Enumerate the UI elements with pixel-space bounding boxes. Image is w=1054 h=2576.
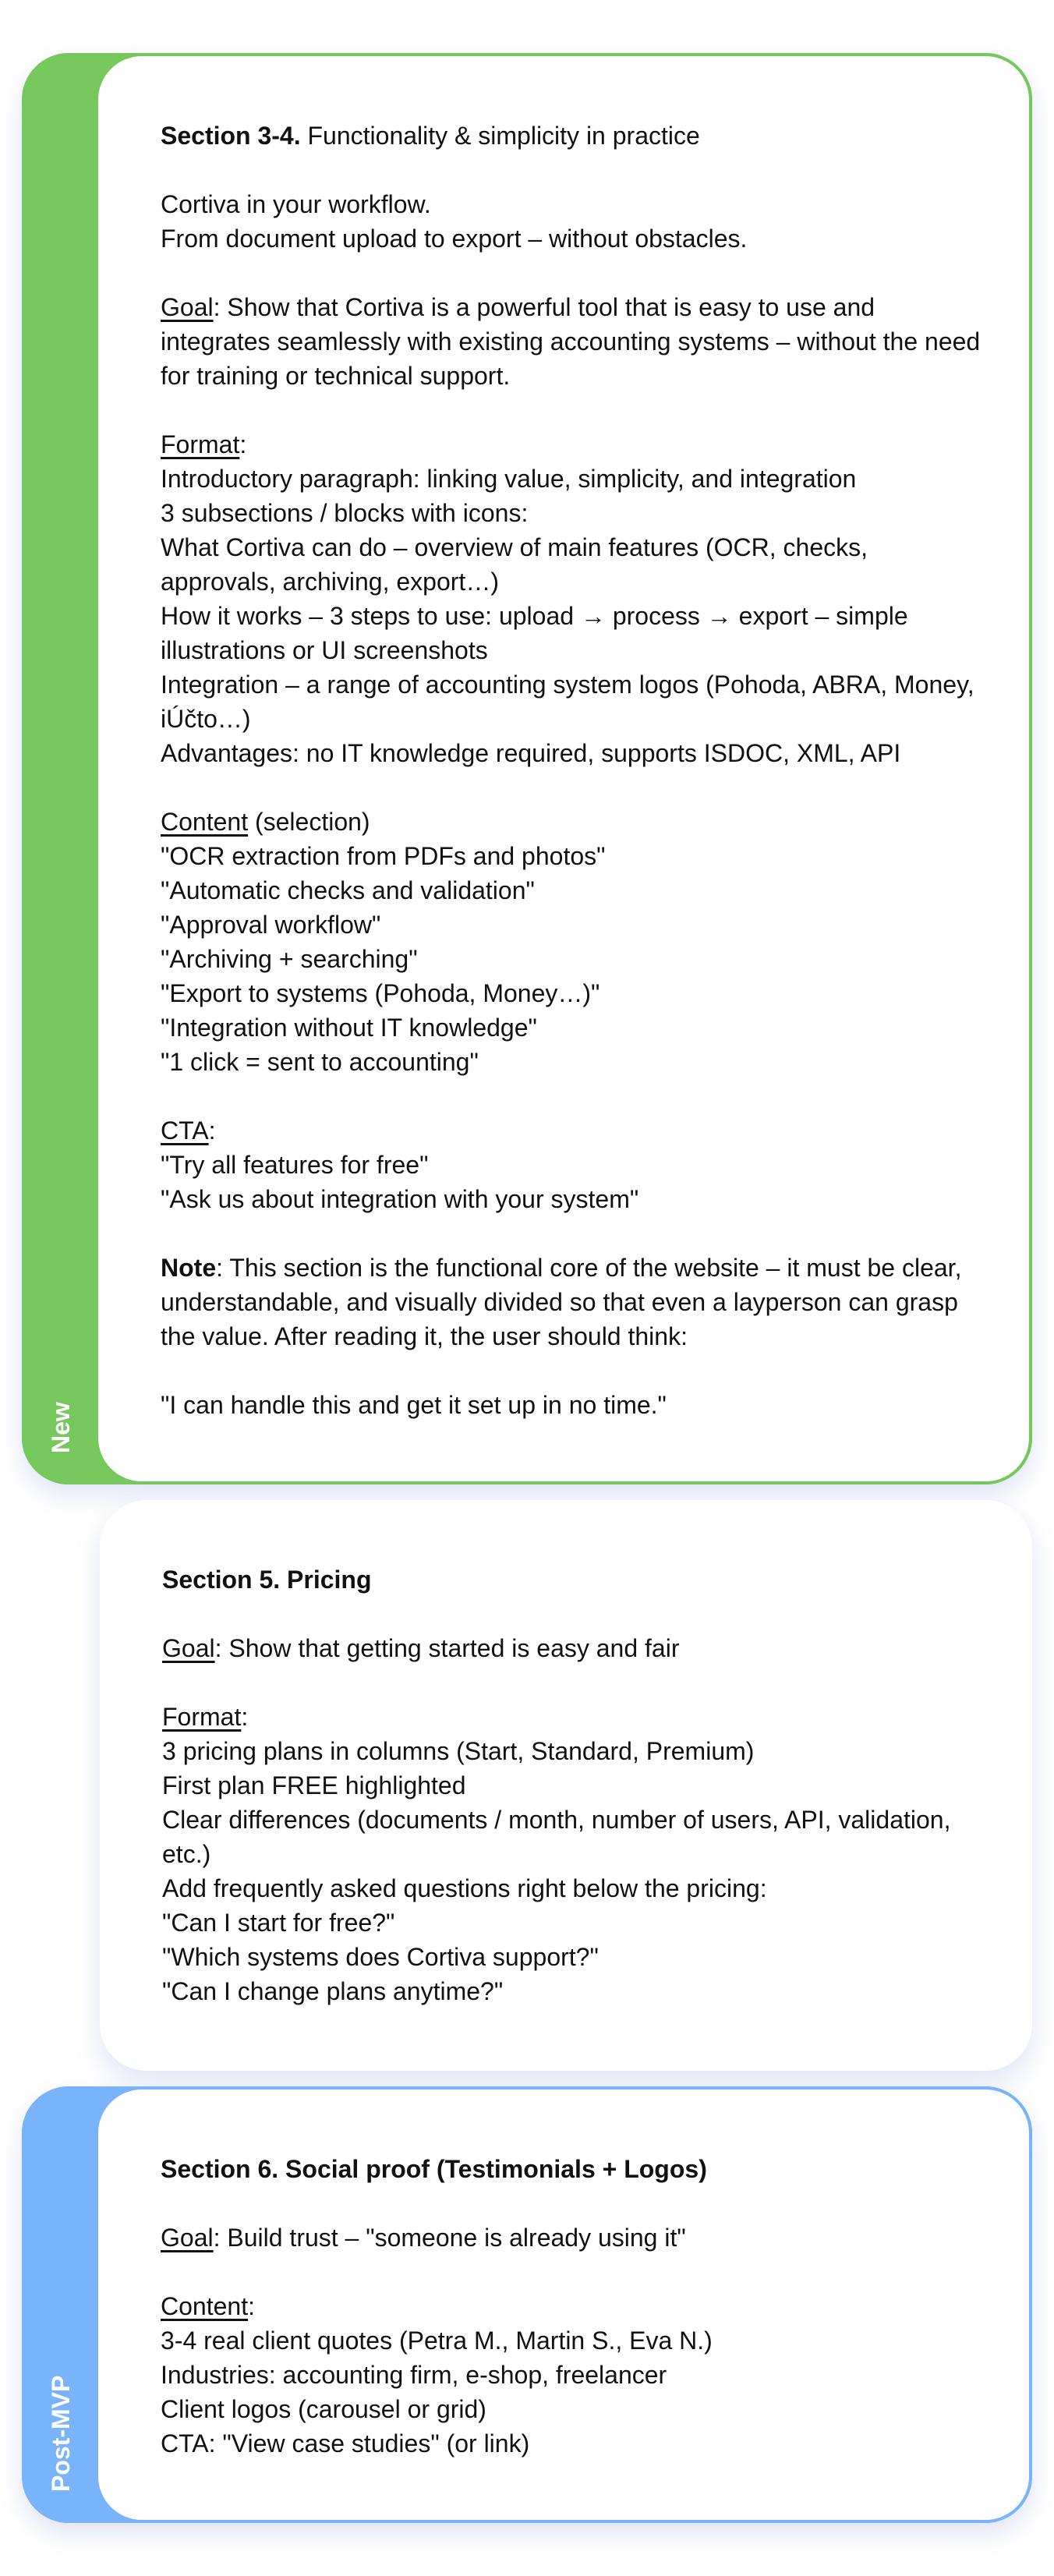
intro-line: Cortiva in your workflow.: [161, 190, 431, 218]
format-line: Clear differences (documents / month, number of users, API, validation, etc.): [162, 1806, 951, 1868]
content-line: "Integration without IT knowledge": [161, 1014, 537, 1042]
section-title: Section 5. Pricing: [162, 1566, 372, 1594]
format-heading: Format:: [162, 1703, 249, 1731]
content-heading: Content:: [161, 2292, 255, 2320]
content-line: 3-4 real client quotes (Petra M., Martin S., Eva N.): [161, 2327, 713, 2355]
quote-line: "I can handle this and get it set up in no time.": [161, 1391, 667, 1419]
section-title: Section 3-4. Functionality & simplicity in practice: [161, 122, 700, 150]
format-line: Advantages: no IT knowledge required, supports ISDOC, XML, API: [161, 739, 901, 767]
section-card-3-4: [22, 53, 1032, 1484]
format-line: Integration – a range of accounting system logos (Pohoda, ABRA, Money, iÚčto…): [161, 671, 974, 733]
section-card-6: [22, 2086, 1032, 2523]
note-paragraph: Note: This section is the functional core of the website – it must be clear, understandable, and visually divided so that even a layperson can grasp the value. After reading it, the user should think:: [161, 1254, 962, 1350]
content-line: "OCR extraction from PDFs and photos": [161, 842, 606, 870]
format-line: What Cortiva can do – overview of main features (OCR, checks, approvals, archiving, export…): [161, 533, 868, 596]
content-line: "1 click = sent to accounting": [161, 1048, 479, 1076]
format-heading: Format:: [161, 430, 247, 458]
section-card-body-3-4: [95, 53, 1032, 1484]
section-card-body-6: [95, 2086, 1032, 2523]
format-line: Introductory paragraph: linking value, simplicity, and integration: [161, 465, 857, 493]
cta-line: "Ask us about integration with your system": [161, 1185, 639, 1213]
content-line: Industries: accounting firm, e-shop, freelancer: [161, 2361, 667, 2389]
tag-post-mvp: Post-MVP: [47, 2375, 75, 2492]
section-card-5: [100, 1500, 1032, 2071]
content-line: "Archiving + searching": [161, 945, 418, 973]
format-line: Add frequently asked questions right below the pricing:: [162, 1874, 767, 1902]
format-line: "Can I change plans anytime?": [162, 1977, 504, 2005]
cta-line: "Try all features for free": [161, 1151, 429, 1179]
format-line: "Can I start for free?": [162, 1909, 395, 1937]
tag-new: New: [47, 1402, 75, 1453]
format-line: First plan FREE highlighted: [162, 1771, 466, 1799]
content-line: "Automatic checks and validation": [161, 876, 535, 904]
content-line: Client logos (carousel or grid): [161, 2395, 486, 2423]
content-heading: Content (selection): [161, 808, 370, 836]
content-line: "Approval workflow": [161, 911, 381, 939]
goal-paragraph: Goal: Show that Cortiva is a powerful tool that is easy to use and integrates seamlessly with existing accounting systems – without the need for training or technical support.: [161, 293, 981, 390]
format-line: 3 subsections / blocks with icons:: [161, 499, 529, 527]
cta-heading: CTA:: [161, 1116, 216, 1145]
format-line: "Which systems does Cortiva support?": [162, 1943, 599, 1971]
goal-paragraph: Goal: Build trust – "someone is already using it": [161, 2224, 686, 2252]
goal-paragraph: Goal: Show that getting started is easy and fair: [162, 1634, 680, 1662]
content-line: "Export to systems (Pohoda, Money…)": [161, 979, 600, 1007]
intro-line: From document upload to export – without obstacles.: [161, 225, 748, 253]
content-line: CTA: "View case studies" (or link): [161, 2429, 530, 2457]
format-line: How it works – 3 steps to use: upload → process → export – simple illustrations or UI screenshots: [161, 602, 908, 664]
format-line: 3 pricing plans in columns (Start, Standard, Premium): [162, 1737, 755, 1765]
section-title: Section 6. Social proof (Testimonials + Logos): [161, 2155, 707, 2183]
